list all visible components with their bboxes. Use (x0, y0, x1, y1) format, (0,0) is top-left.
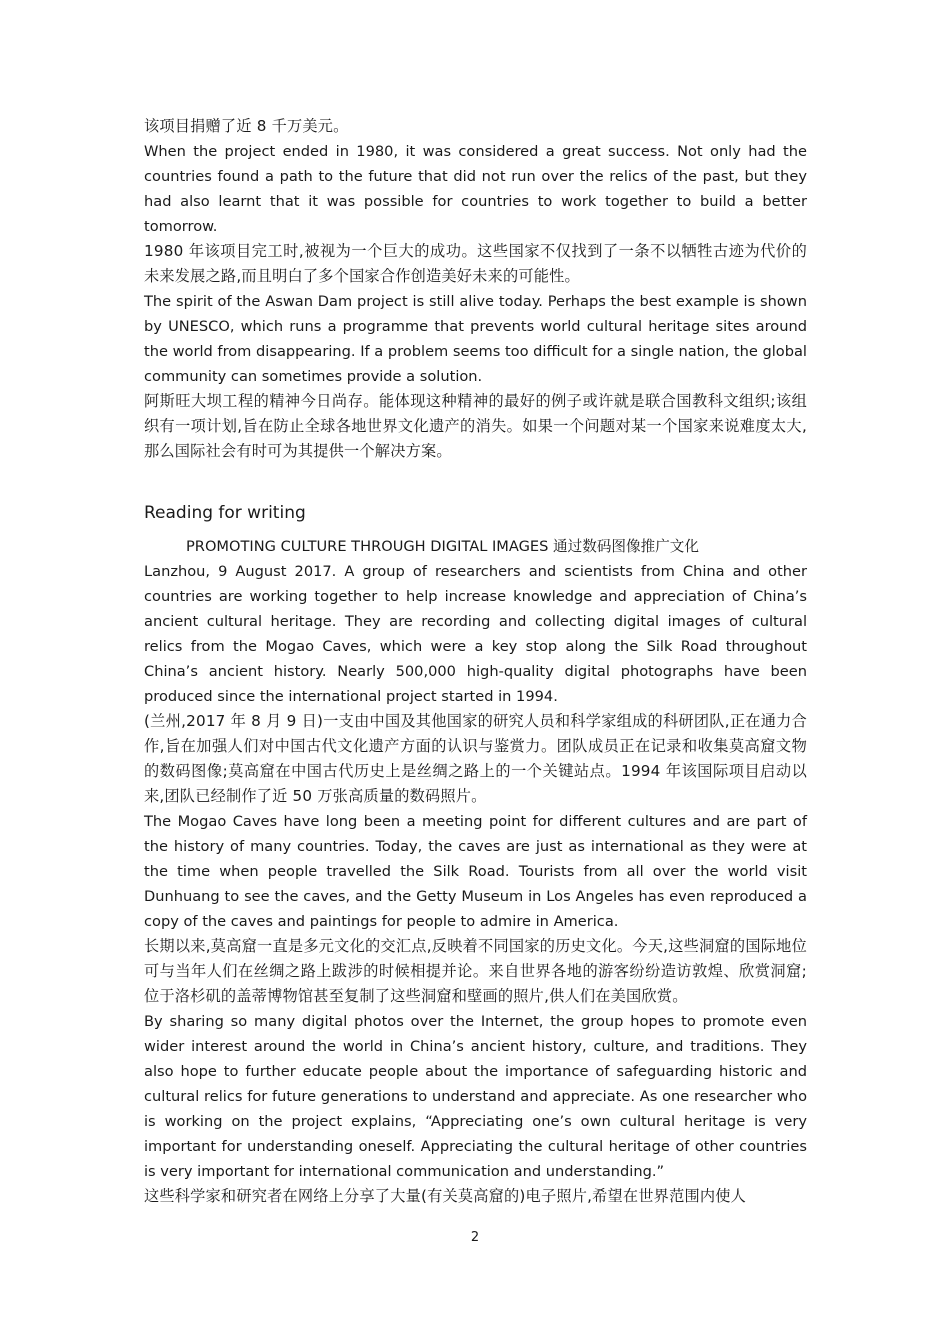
paragraph-zh-mogao-meeting-point: 长期以来,莫高窟一直是多元文化的交汇点,反映着不同国家的历史文化。今天,这些洞窟的国际地位可与当年人们在丝绸之路上跋涉的时候相提并论。来自世界各地的游客纷纷造访敦煌、欣赏洞窟;位于洛杉矶的盖蒂博物馆甚至复制了这些洞窟和壁画的照片,供人们在美国欣赏。 (144, 937, 807, 1005)
document-page (144, 114, 807, 1209)
paragraph-en-lanzhou: Lanzhou, 9 August 2017. A group of researchers and scientists from China and other countries are working together to help increase knowledge and appreciation of China’s ancient cultural heritage. They are recording and collecting digital images of cultural relics from the Mogao Caves, which were a key stop along the Silk Road throughout China’s ancient history. Nearly 500,000 high-quality digital photographs have been produced since the international project started in 1994. (144, 563, 807, 705)
page-number: 2 (470, 1230, 480, 1245)
paragraph-zh-aswan-spirit: 阿斯旺大坝工程的精神今日尚存。能体现这种精神的最好的例子或许就是联合国教科文组织;该组织有一项计划,旨在防止全球各地世界文化遗产的消失。如果一个问题对某一个国家来说难度太大,那么国际社会有时可为其提供一个解决方案。 (144, 392, 807, 460)
paragraph-en-project-ended: When the project ended in 1980, it was considered a great success. Not only had the countries found a path to the future that did not run over the relics of the past, but they had also learnt that it was possible for countries to work together to build a better tomorrow. (144, 143, 807, 235)
paragraph-zh-sharing-photos: 这些科学家和研究者在网络上分享了大量(有关莫高窟的)电子照片,希望在世界范围内使人 (144, 1187, 747, 1205)
paragraph-en-aswan-spirit: The spirit of the Aswan Dam project is still alive today. Perhaps the best example is shown by UNESCO, which runs a programme that prevents world cultural heritage sites around the world from disappearing. If a problem seems too difficult for a single nation, the global community can sometimes provide a solution. (144, 293, 807, 385)
section-heading: Reading for writing (144, 503, 306, 523)
paragraph-zh-lanzhou: (兰州,2017 年 8 月 9 日)一支由中国及其他国家的研究人员和科学家组成的科研团队,正在通力合作,旨在加强人们对中国古代文化遗产方面的认识与鉴赏力。团队成员正在记录和收集莫高窟文物的数码图像;莫高窟在中国古代历史上是丝绸之路上的一个关键站点。1994 年该国际项目启动以来,团队已经制作了近 50 万张高质量的数码照片。 (144, 712, 807, 805)
paragraph-en-sharing-photos: By sharing so many digital photos over the Internet, the group hopes to promote even wider interest around the world in China’s ancient history, culture, and traditions. They also hope to further educate people about the importance of safeguarding historic and cultural relics for future generations to understand and appreciate. As one researcher who is working on the project explains, “Appreciating one’s own cultural heritage is very important for understanding oneself. Appreciating the cultural heritage of other countries is very important for international communication and understanding.” (144, 1013, 807, 1180)
paragraph-zh-donation: 该项目捐赠了近 8 千万美元。 (144, 117, 349, 135)
paragraph-en-mogao-meeting-point: The Mogao Caves have long been a meeting point for different cultures and are part of the history of many countries. Today, the caves are just as international as they were at the time when people travelled the Silk Road. Tourists from all over the world visit Dunhuang to see the caves, and the Getty Museum in Los Angeles has even reproduced a copy of the caves and paintings for people to admire in America. (144, 813, 807, 930)
paragraph-zh-project-ended: 1980 年该项目完工时,被视为一个巨大的成功。这些国家不仅找到了一条不以牺牲古迹为代价的未来发展之路,而且明白了多个国家合作创造美好未来的可能性。 (144, 242, 807, 285)
section-gap (144, 464, 807, 500)
article-title: PROMOTING CULTURE THROUGH DIGITAL IMAGES 通过数码图像推广文化 (186, 538, 699, 555)
